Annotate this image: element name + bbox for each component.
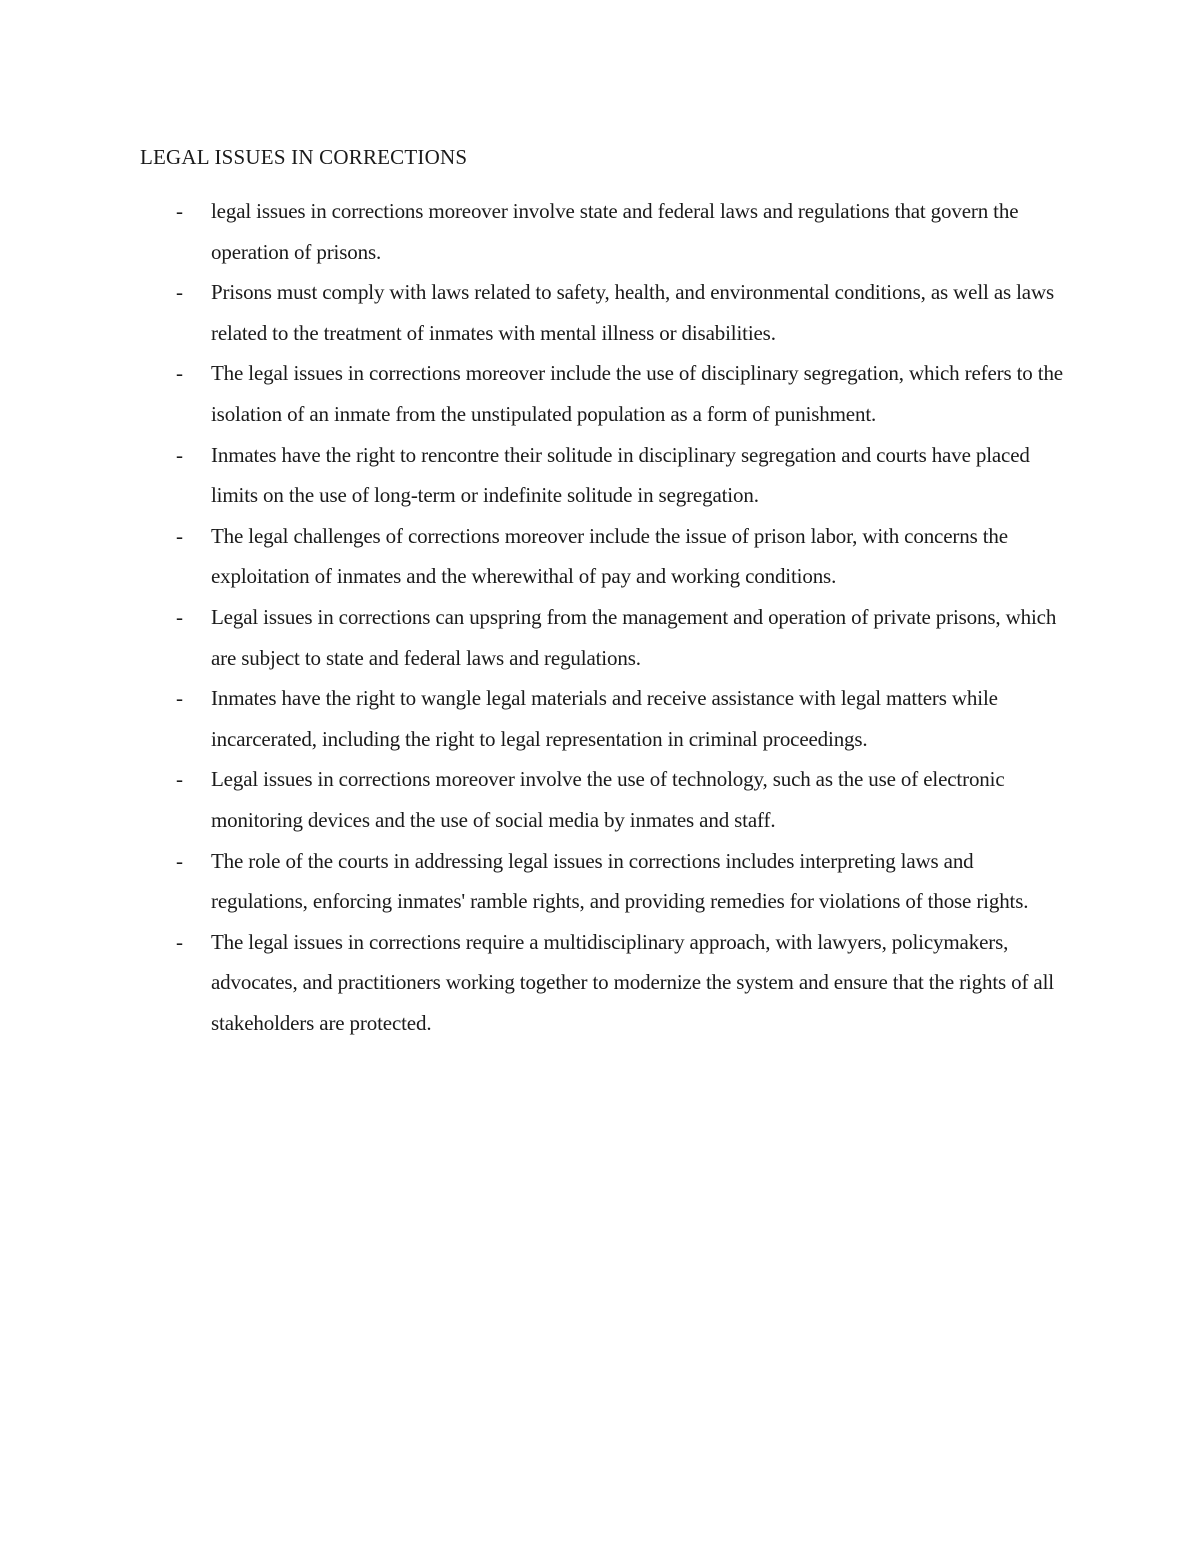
list-item (0, 353, 1200, 434)
list-item-text: legal issues in corrections moreover involve state and federal laws and regulations that govern the operation of prisons. (211, 199, 1019, 264)
list-item (0, 272, 1200, 353)
bullet-dash: - (176, 848, 183, 873)
list-item-text: Inmates have the right to wangle legal materials and receive assistance with legal matters while incarcerated, including the right to legal representation in criminal proceedings. (211, 686, 998, 751)
list-item-text: The legal challenges of corrections moreover include the issue of prison labor, with concerns the exploitation of inmates and the wherewithal of pay and working conditions. (211, 523, 1008, 589)
list-item (0, 922, 1200, 1044)
bullet-dash: - (176, 686, 183, 711)
list-item (0, 841, 1200, 922)
list-item-text: Prisons must comply with laws related to safety, health, and environmental conditions, as well as laws related to the treatment of inmates with mental illness or disabilities. (211, 280, 1055, 345)
list-item (0, 191, 1200, 272)
bullet-list (0, 191, 1200, 1043)
bullet-dash: - (176, 767, 183, 792)
bullet-dash: - (176, 442, 183, 467)
list-item-text: Inmates have the right to rencontre their solitude in disciplinary segregation and courts have placed limits on the use of long-term or indefinite solitude in segregation. (211, 442, 1030, 508)
list-item-text: Legal issues in corrections moreover involve the use of technology, such as the use of electronic monitoring devices and the use of social media by inmates and staff. (211, 767, 1005, 832)
bullet-dash: - (176, 280, 183, 305)
list-item-text: The role of the courts in addressing legal issues in corrections includes interpreting laws and regulations, enforcing inmates' ramble rights, and providing remedies for violations of those rights. (211, 848, 1029, 914)
list-item (0, 678, 1200, 759)
document-title: LEGAL ISSUES IN CORRECTIONS (140, 145, 468, 169)
bullet-dash: - (176, 604, 183, 629)
list-item (0, 597, 1200, 678)
bullet-dash: - (176, 361, 183, 386)
bullet-dash: - (176, 523, 183, 548)
list-item (0, 435, 1200, 516)
list-item-text: Legal issues in corrections can upspring from the management and operation of private prisons, which are subject to state and federal laws and regulations. (211, 604, 1057, 670)
list-item (0, 516, 1200, 597)
list-item-text: The legal issues in corrections moreover include the use of disciplinary segregation, which refers to the isolation of an inmate from the unstipulated population as a form of punishment. (211, 361, 1063, 426)
bullet-dash: - (176, 199, 183, 223)
bullet-dash: - (176, 929, 183, 954)
list-item-text: The legal issues in corrections require a multidisciplinary approach, with lawyers, policymakers, advocates, and practitioners working together to modernize the system and ensure that the rights of all stakeholders are protected. (211, 929, 1054, 1035)
list-item (0, 759, 1200, 840)
